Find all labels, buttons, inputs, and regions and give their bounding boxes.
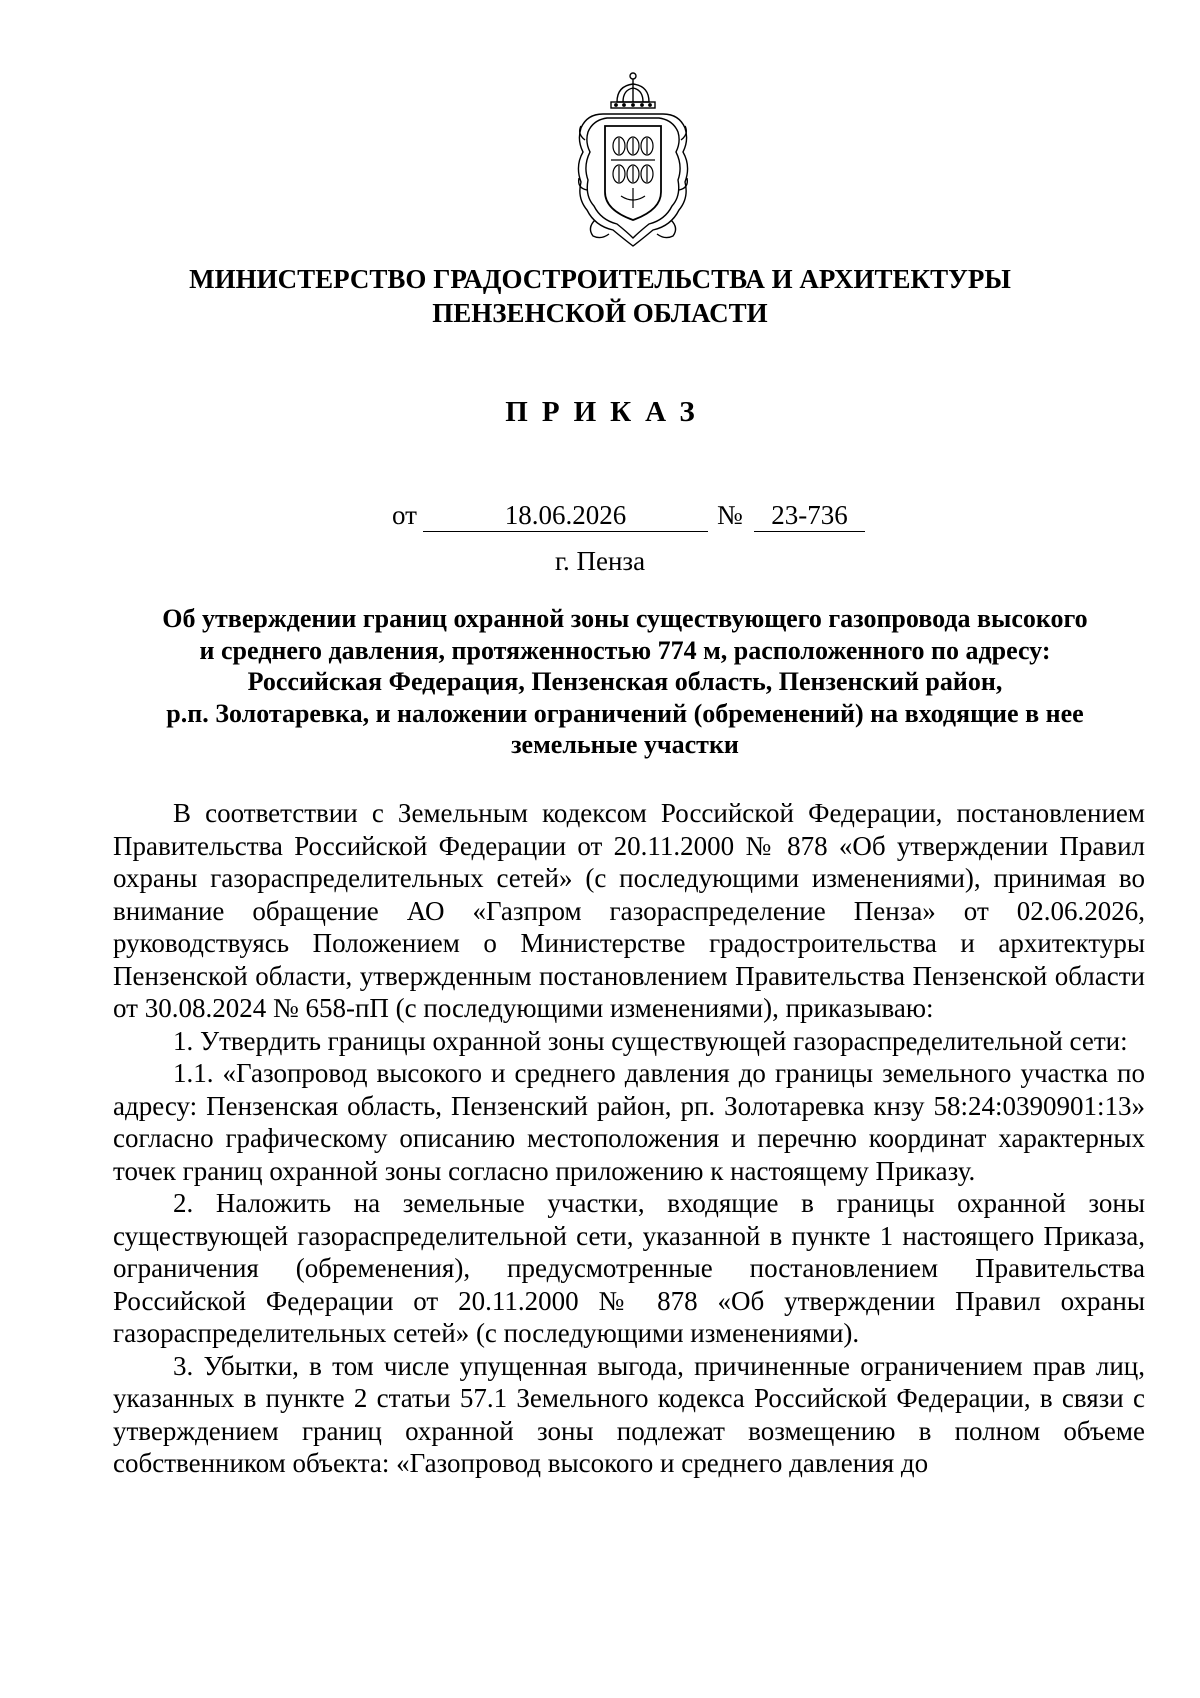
subject-line: и среднего давления, протяженностью 774 м, расположенного по адресу: <box>199 635 1051 665</box>
body-paragraph-1-1: 1.1. «Газопровод высокого и среднего давления до границы земельного участка по адресу: Пензенская область, Пензенский район, рп. Золотаревка кнзу 58:24:0390901:13» согласно графическому описанию местоположения и перечню координат характерных точек границ охранной зоны согласно приложению к настоящему Приказу. <box>113 1058 1145 1186</box>
date-prefix: от <box>392 500 417 530</box>
body-paragraph-1: 1. Утвердить границы охранной зоны существующей газораспределительной сети: <box>173 1025 1128 1056</box>
document-number: 23-736 <box>754 500 865 532</box>
ministry-line-1: МИНИСТЕРСТВО ГРАДОСТРОИТЕЛЬСТВА И АРХИТЕКТУРЫ <box>189 264 1011 294</box>
subject-line: р.п. Золотаревка, и наложении ограничений (обременений) на входящие в нее <box>166 698 1084 728</box>
date-number-line <box>0 500 1200 534</box>
ministry-name <box>0 262 1200 330</box>
coat-of-arms-icon <box>573 70 693 248</box>
document-subject <box>110 603 1140 761</box>
document-city: г. Пенза <box>554 546 646 576</box>
body-paragraph-3: 3. Убытки, в том числе упущенная выгода, причиненные ограничением прав лиц, указанных в пункте 2 статьи 57.1 Земельного кодекса Российской Федерации, в связи с утверждением границ охранной зоны подлежат возмещению в полном объеме собственником объекта: «Газопровод высокого и среднего давления до <box>113 1350 1145 1478</box>
document-type-title: ПРИКАЗ <box>505 396 709 428</box>
subject-line: Об утверждении границ охранной зоны существующего газопровода высокого <box>162 604 1088 633</box>
body-paragraph-2: 2. Наложить на земельные участки, входящие в границы охранной зоны существующей газораспределительной сети, указанной в пункте 1 настоящего Приказа, ограничения (обременения), предусмотренные постановлением Правительства Российской Федерации от 20.11.2000 № 878 «Об утверждении Правил охраны газораспределительных сетей» (с последующими изменениями). <box>113 1188 1145 1348</box>
body-paragraph-preamble: В соответствии с Земельным кодексом Российской Федерации, постановлением Правительства Российской Федерации от 20.11.2000 № 878 «Об утверждении Правил охраны газораспределительных сетей» (с последующими изменениями), принимая во внимание обращение АО «Газпром газораспределение Пенза» от 02.06.2026, руководствуясь Положением о Министерстве градостроительства и архитектуры Пензенской области, утвержденным постановлением Правительства Пензенской области от 30.08.2024 № 658-пП (с последующими изменениями), приказываю: <box>113 798 1145 1023</box>
number-prefix: № <box>717 500 743 530</box>
document-date: 18.06.2026 <box>423 500 708 532</box>
ministry-line-2: ПЕНЗЕНСКОЙ ОБЛАСТИ <box>432 298 768 328</box>
subject-line: земельные участки <box>511 730 739 759</box>
document-body <box>113 797 1145 1480</box>
subject-line: Российская Федерация, Пензенская область, Пензенский район, <box>247 667 1003 696</box>
